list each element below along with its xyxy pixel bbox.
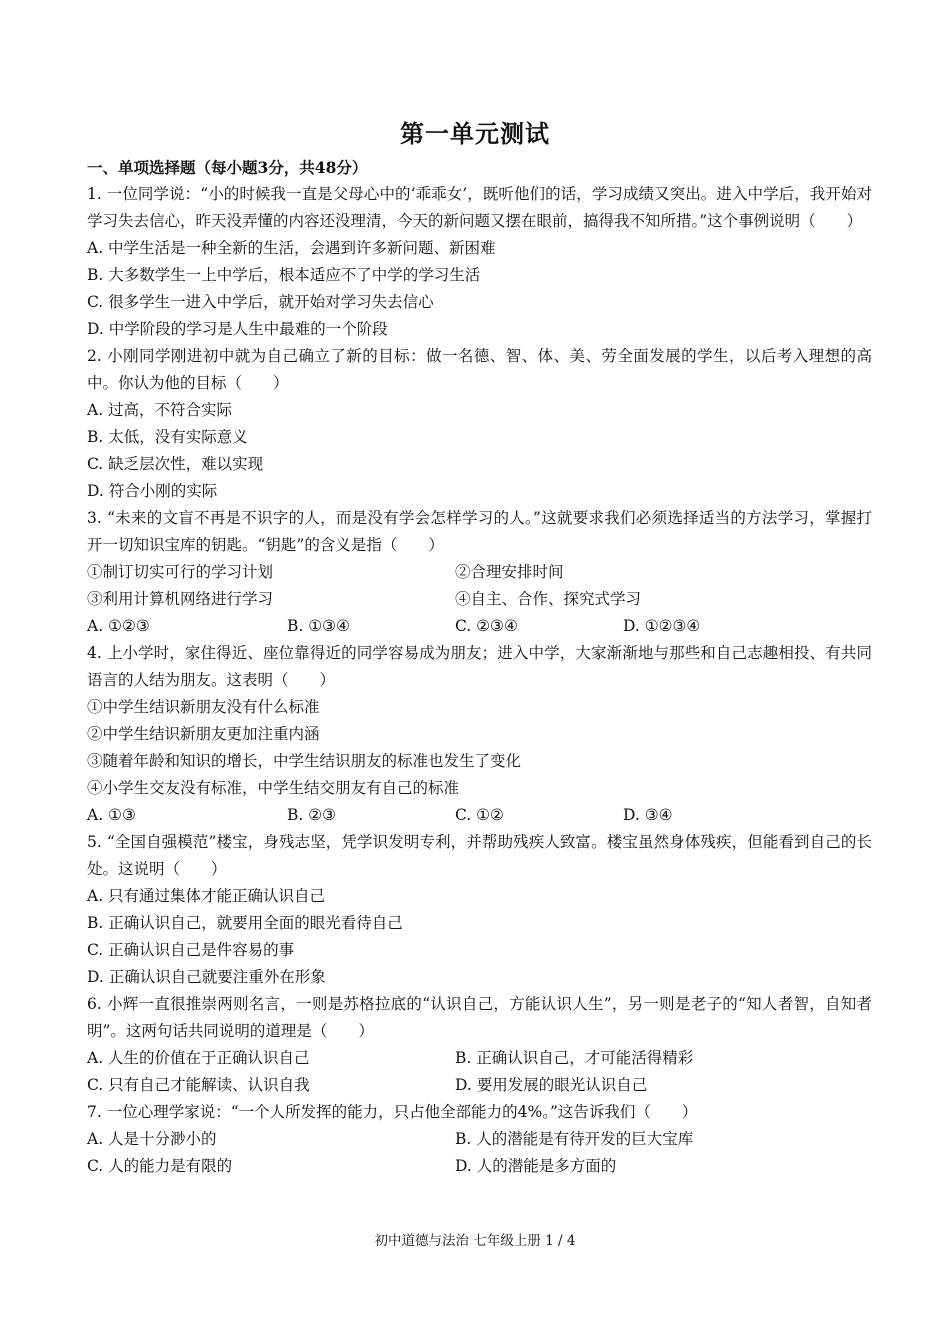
- option-c: C. 很多学生一进入中学后，就开始对学习失去信心: [87, 293, 434, 311]
- page-footer: 初中道德与法治 七年级上册 1 / 4: [374, 1233, 576, 1249]
- question-stem: 5. “全国自强模范”楼宝，身残志坚，凭学识发明专利，并帮助残疾人致富。楼宝虽然身体残疾，但能看到自己的长处。这说明（ ）: [87, 833, 872, 878]
- option-a: A. 人是十分渺小的: [87, 1130, 217, 1148]
- option-b: B. ②③: [287, 806, 337, 824]
- statement-4: ④小学生交友没有标准，中学生结交朋友有自己的标准: [87, 779, 460, 797]
- question-5: [87, 829, 872, 991]
- option-d: D. 人的潜能是多方面的: [455, 1157, 617, 1175]
- question-stem: 4. 上小学时，家住得近、座位靠得近的同学容易成为朋友；进入中学，大家渐渐地与那些和自己志趣相投、有共同语言的人结为朋友。这表明（ ）: [87, 644, 872, 689]
- statement-2: ②合理安排时间: [455, 563, 564, 581]
- option-c: C. ②③④: [455, 617, 518, 635]
- question-3: [87, 505, 872, 640]
- option-row: [87, 1126, 872, 1153]
- option-row: [87, 1045, 872, 1072]
- option-a: A. 中学生活是一种全新的生活，会遇到许多新问题、新困难: [87, 239, 496, 257]
- question-stem: 7. 一位心理学家说：“一个人所发挥的能力，只占他全部能力的4%。”这告诉我们（ ）: [87, 1103, 698, 1121]
- option-row: [87, 1072, 872, 1099]
- question-2: [87, 343, 872, 505]
- option-row: [87, 613, 872, 640]
- question-stem: 3. “未来的文盲不再是不识字的人，而是没有学会怎样学习的人。”这就要求我们必须选择适当的方法学习，掌握打开一切知识宝库的钥匙。“钥匙”的含义是指（ ）: [87, 509, 872, 554]
- option-b: B. 正确认识自己，就要用全面的眼光看待自己: [87, 914, 403, 932]
- option-d: D. 中学阶段的学习是人生中最难的一个阶段: [87, 320, 388, 338]
- option-d: D. ①②③④: [623, 617, 701, 635]
- statement-3: ③随着年龄和知识的增长，中学生结识朋友的标准也发生了变化: [87, 752, 522, 770]
- statement-1: ①制订切实可行的学习计划: [87, 563, 274, 581]
- option-row: [87, 1153, 872, 1180]
- statement-2: ②中学生结识新朋友更加注重内涵: [87, 725, 320, 743]
- option-c: C. 人的能力是有限的: [87, 1157, 233, 1175]
- option-row: [87, 802, 872, 829]
- option-a: A. ①②③: [87, 617, 150, 635]
- option-d: D. ③④: [623, 806, 673, 824]
- section-heading: 一、单项选择题（每小题3分，共48分）: [87, 158, 368, 177]
- option-b: B. 人的潜能是有待开发的巨大宝库: [455, 1130, 694, 1148]
- question-list: [87, 154, 872, 1180]
- option-a: A. 过高，不符合实际: [87, 401, 233, 419]
- page-title: 第一单元测试: [400, 119, 550, 148]
- option-b: B. 正确认识自己，才可能活得精彩: [455, 1049, 694, 1067]
- option-a: A. ①③: [87, 806, 136, 824]
- option-c: C. 缺乏层次性，难以实现: [87, 455, 264, 473]
- statement-row: [87, 559, 872, 586]
- statement-row: [87, 586, 872, 613]
- question-stem: 2. 小刚同学刚进初中就为自己确立了新的目标：做一名德、智、体、美、劳全面发展的学生，以后考入理想的高中。你认为他的目标（ ）: [87, 347, 872, 392]
- question-stem: 1. 一位同学说：“小的时候我一直是父母心中的‘乖乖女’，既听他们的话，学习成绩又突出。进入中学后，我开始对学习失去信心，昨天没弄懂的内容还没理清，今天的新问题又摆在眼前，搞得我不知所措。”这个事例说明（ ）: [87, 185, 872, 230]
- option-b: B. ①③④: [287, 617, 350, 635]
- statement-4: ④自主、合作、探究式学习: [455, 590, 642, 608]
- option-d: D. 要用发展的眼光认识自己: [455, 1076, 648, 1094]
- option-c: C. 正确认识自己是件容易的事: [87, 941, 295, 959]
- option-c: C. 只有自己才能解读、认识自我: [87, 1076, 310, 1094]
- option-a: A. 人生的价值在于正确认识自己: [87, 1049, 310, 1067]
- question-6: [87, 991, 872, 1099]
- statement-1: ①中学生结识新朋友没有什么标准: [87, 698, 320, 716]
- option-a: A. 只有通过集体才能正确认识自己: [87, 887, 326, 905]
- statement-3: ③利用计算机网络进行学习: [87, 590, 274, 608]
- question-4: [87, 640, 872, 829]
- question-7: [87, 1099, 872, 1180]
- option-c: C. ①②: [455, 806, 504, 824]
- option-d: D. 符合小刚的实际: [87, 482, 218, 500]
- option-d: D. 正确认识自己就要注重外在形象: [87, 968, 326, 986]
- option-b: B. 大多数学生一上中学后，根本适应不了中学的学习生活: [87, 266, 481, 284]
- question-stem: 6. 小辉一直很推崇两则名言，一则是苏格拉底的“认识自己，方能认识人生”，另一则是老子的“知人者智，自知者明”。这两句话共同说明的道理是（ ）: [87, 995, 872, 1040]
- option-b: B. 太低，没有实际意义: [87, 428, 248, 446]
- question-1: [87, 181, 872, 343]
